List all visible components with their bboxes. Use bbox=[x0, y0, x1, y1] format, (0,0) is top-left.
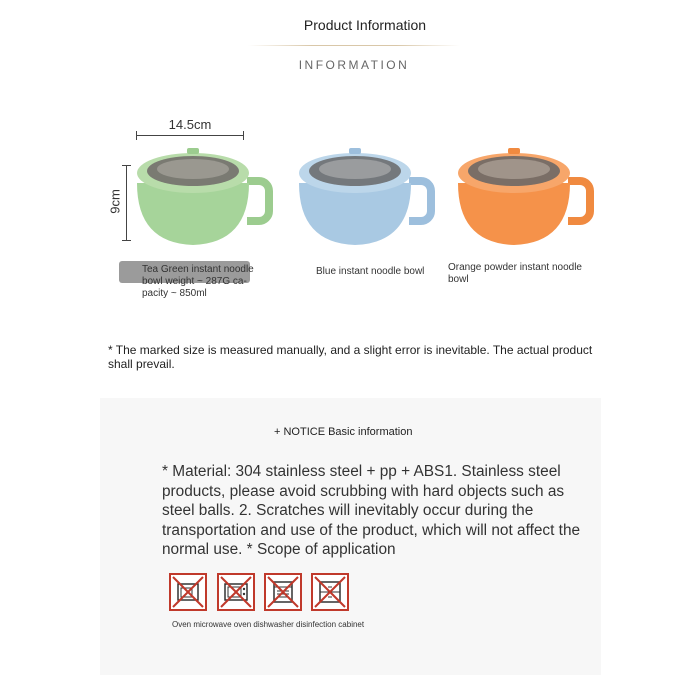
icons-caption: Oven microwave oven dishwasher disinfection cabinet bbox=[172, 620, 365, 629]
blue-bowl-image bbox=[297, 143, 437, 251]
notice-title: + NOTICE Basic information bbox=[274, 426, 413, 438]
green-bowl-caption: Tea Green instant noodle bowl weight ~ 287G ca-pacity ~ 850ml bbox=[142, 264, 254, 299]
microwave-icon bbox=[217, 573, 255, 611]
disinfection-cabinet-icon bbox=[311, 573, 349, 611]
width-dimension-line bbox=[136, 135, 244, 136]
measurement-note: * The marked size is measured manually, and a slight error is inevitable. The actual product shall prevail. bbox=[108, 343, 593, 371]
blue-bowl-caption: Blue instant noodle bowl bbox=[316, 266, 425, 277]
page-subtitle: INFORMATION bbox=[298, 58, 410, 72]
green-bowl-image bbox=[135, 143, 275, 251]
material-text: * Material: 304 stainless steel + pp + ABS1. Stainless steel products, please avoid scrubbing with hard objects such as steel balls. 2. Scratches will inevitably occur during the transportation and use of the product, which will not affect the normal use. * Scope of application bbox=[162, 463, 581, 558]
dishwasher-icon bbox=[264, 573, 302, 611]
orange-bowl-image bbox=[456, 143, 596, 251]
height-dimension-label: 9cm bbox=[107, 189, 123, 214]
page-title: Product Information bbox=[303, 17, 427, 33]
width-dimension-label: 14.5cm bbox=[168, 117, 212, 132]
oven-icon bbox=[169, 573, 207, 611]
height-dimension-line bbox=[126, 165, 127, 241]
orange-bowl-caption: Orange powder instant noodle bowl bbox=[448, 262, 582, 285]
title-divider bbox=[248, 45, 460, 46]
